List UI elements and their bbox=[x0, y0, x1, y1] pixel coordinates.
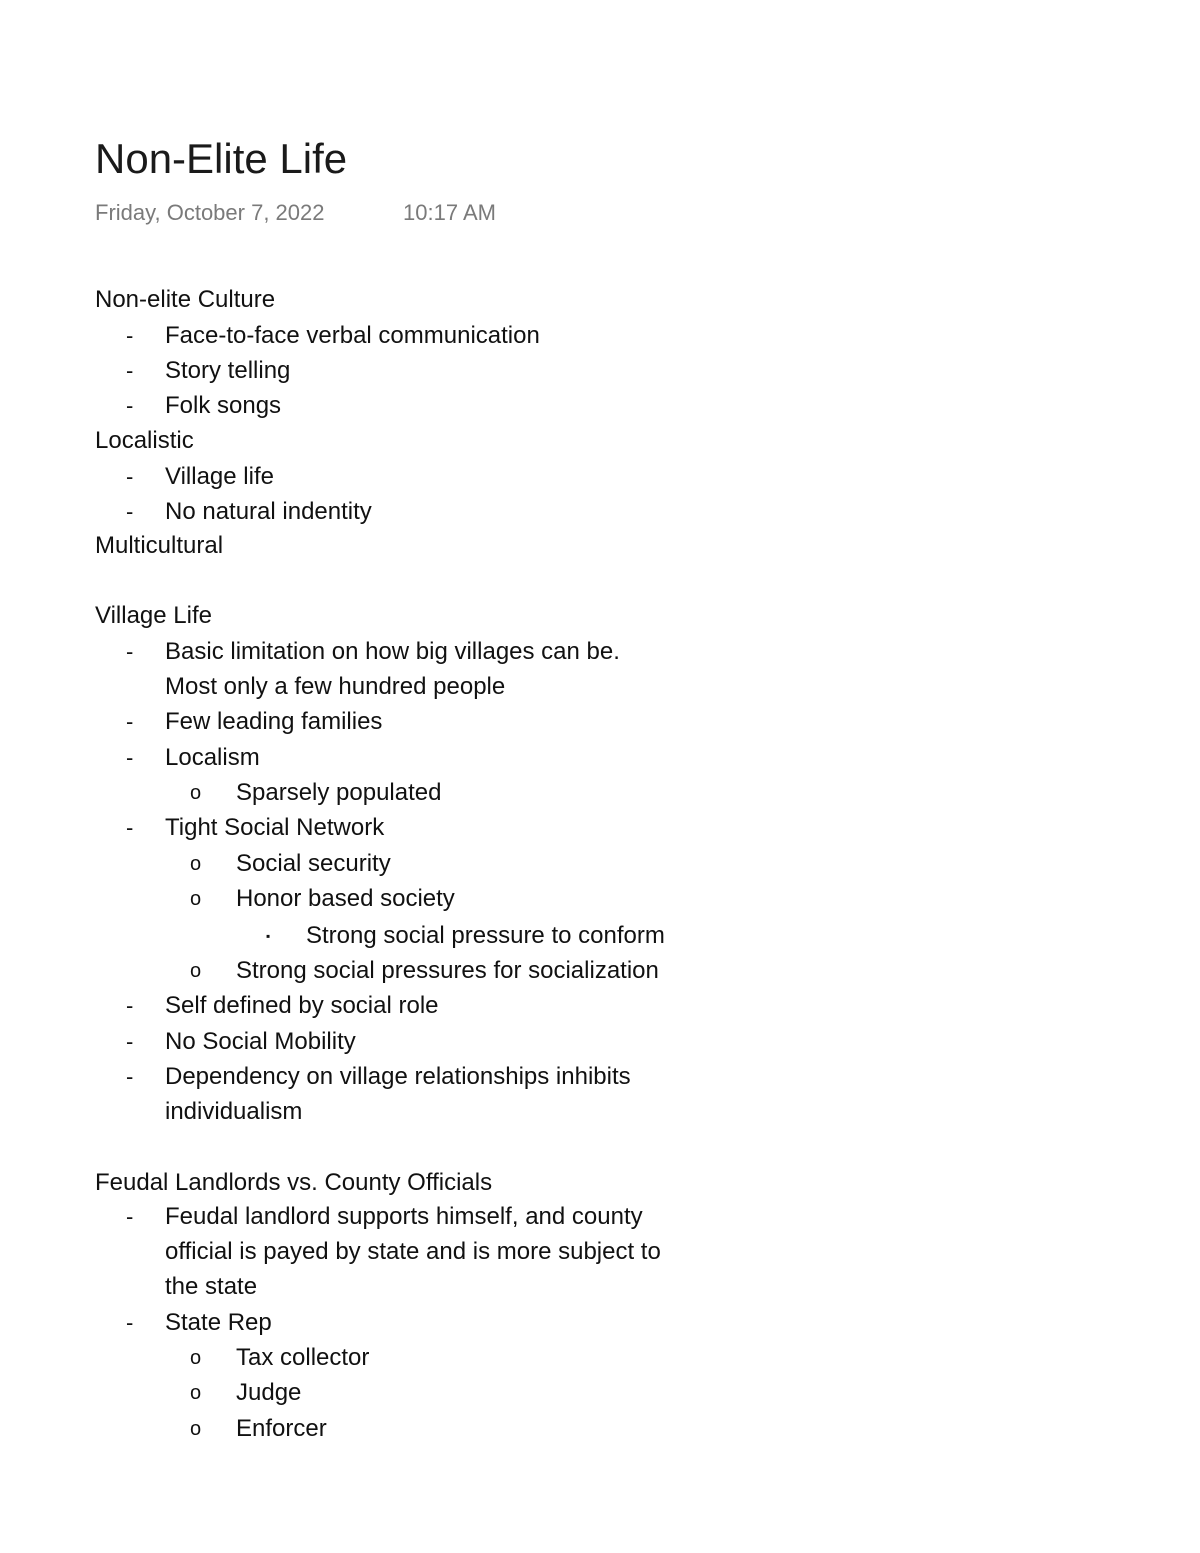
list-item: Village life bbox=[165, 463, 274, 490]
dash-bullet: - bbox=[126, 393, 134, 418]
section-heading: Multicultural bbox=[95, 532, 224, 559]
dash-bullet: - bbox=[126, 464, 134, 489]
section-heading: Non-elite Culture bbox=[95, 286, 276, 313]
sub-list-item: Honor based society bbox=[236, 885, 455, 912]
list-item: State Rep bbox=[165, 1309, 272, 1336]
dash-bullet: - bbox=[126, 1310, 134, 1335]
dash-bullet: - bbox=[126, 1029, 134, 1054]
section-heading: Feudal Landlords vs. County Officials bbox=[95, 1169, 493, 1196]
dash-bullet: - bbox=[126, 639, 134, 664]
circle-bullet: o bbox=[190, 1382, 202, 1404]
list-item-continuation: official is payed by state and is more subject to bbox=[165, 1238, 661, 1265]
circle-bullet: o bbox=[190, 960, 202, 982]
list-item: Basic limitation on how big villages can be. bbox=[165, 638, 620, 665]
note-date: Friday, October 7, 2022 bbox=[95, 200, 325, 225]
list-item: Tight Social Network bbox=[165, 814, 385, 841]
sub-list-item: Tax collector bbox=[236, 1344, 370, 1371]
sub-list-item: Social security bbox=[236, 850, 391, 877]
list-item: Folk songs bbox=[165, 392, 282, 419]
dash-bullet: - bbox=[126, 323, 134, 348]
dash-bullet: - bbox=[126, 815, 134, 840]
dash-bullet: - bbox=[126, 709, 134, 734]
page-title: Non-Elite Life bbox=[95, 135, 348, 182]
section-heading: Village Life bbox=[95, 602, 212, 629]
list-item-continuation: Most only a few hundred people bbox=[165, 673, 506, 700]
square-bullet: ▪ bbox=[266, 929, 271, 943]
dash-bullet: - bbox=[126, 1064, 134, 1089]
dash-bullet: - bbox=[126, 993, 134, 1018]
dash-bullet: - bbox=[126, 745, 134, 770]
list-item-continuation: the state bbox=[165, 1273, 258, 1300]
circle-bullet: o bbox=[190, 1347, 202, 1369]
circle-bullet: o bbox=[190, 782, 202, 804]
circle-bullet: o bbox=[190, 888, 202, 910]
sub-list-item: Sparsely populated bbox=[236, 779, 442, 806]
list-item: Few leading families bbox=[165, 708, 383, 735]
sub-sub-list-item: Strong social pressure to conform bbox=[306, 922, 665, 949]
circle-bullet: o bbox=[190, 853, 202, 875]
list-item: No Social Mobility bbox=[165, 1028, 356, 1055]
list-item: Face-to-face verbal communication bbox=[165, 322, 540, 349]
sub-list-item: Enforcer bbox=[236, 1415, 327, 1438]
list-item-continuation: individualism bbox=[165, 1098, 303, 1125]
section-heading: Localistic bbox=[95, 427, 194, 454]
list-item: Story telling bbox=[165, 357, 291, 384]
dash-bullet: - bbox=[126, 358, 134, 383]
note-time: 10:17 AM bbox=[403, 200, 496, 225]
list-item: Dependency on village relationships inhibits bbox=[165, 1063, 631, 1090]
list-item: Feudal landlord supports himself, and county bbox=[165, 1203, 643, 1230]
sub-list-item: Judge bbox=[236, 1379, 302, 1406]
sub-list-item: Strong social pressures for socialization bbox=[236, 957, 659, 984]
circle-bullet: o bbox=[190, 1418, 202, 1438]
dash-bullet: - bbox=[126, 499, 134, 524]
dash-bullet: - bbox=[126, 1204, 134, 1229]
list-item: Localism bbox=[165, 744, 260, 771]
list-item: Self defined by social role bbox=[165, 992, 439, 1019]
list-item: No natural indentity bbox=[165, 498, 372, 525]
